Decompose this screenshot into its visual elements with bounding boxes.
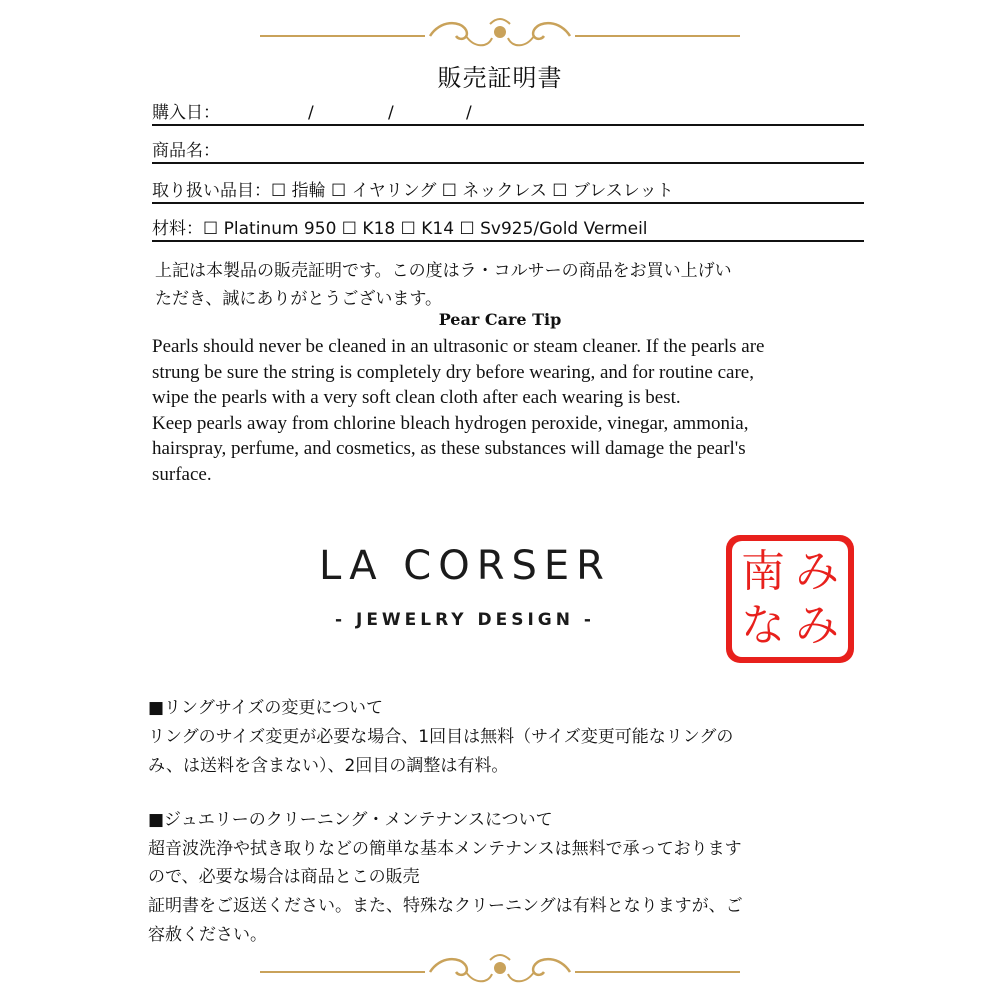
care-tip-title: Pear Care Tip	[438, 310, 562, 329]
seal-character: 南	[741, 546, 785, 597]
cleaning-line: 容赦ください。	[148, 925, 267, 945]
top-ornament-icon	[260, 12, 740, 52]
cleaning-line: 証明書をご返送ください。また、特殊なクリーニングは有料となりますが、ご	[148, 896, 743, 916]
purchase-date-field[interactable]	[152, 98, 864, 126]
seal-character: み	[795, 600, 839, 651]
care-tip-line: Pearls should never be cleaned in an ultrasonic or steam cleaner. If the pearls are	[152, 336, 765, 357]
brand-logo-tagline: - JEWELRY DESIGN -	[335, 610, 595, 630]
certificate-title: 販売証明書	[437, 64, 563, 92]
date-separator: /	[466, 103, 472, 123]
cleaning-heading: ■ジュエリーのクリーニング・メンテナンスについて	[148, 810, 553, 830]
care-tip-line: wipe the pearls with a very soft clean cloth after each wearing is best.	[152, 387, 681, 408]
ring-size-line: み、は送料を含まない）、2回目の調整は有料。	[148, 756, 509, 776]
statement-line: ただき、誠にありがとうございます。	[155, 289, 442, 309]
seal-character: み	[795, 546, 839, 597]
ring-size-line: リングのサイズ変更が必要な場合、1回目は無料（サイズ変更可能なリングの	[148, 727, 734, 747]
seal-stamp	[726, 535, 854, 663]
product-name-field[interactable]	[152, 136, 864, 164]
item-category-field[interactable]	[152, 176, 864, 204]
ring-size-heading: ■リングサイズの変更について	[148, 698, 384, 718]
brand-logo-name: LA CORSER	[319, 543, 611, 589]
care-tip-line: hairspray, perfume, and cosmetics, as these substances will damage the pearl's	[152, 438, 746, 459]
care-tip-line: Keep pearls away from chlorine bleach hydrogen peroxide, vinegar, ammonia,	[152, 412, 749, 434]
cleaning-line: ので、必要な場合は商品とこの販売	[148, 867, 420, 887]
item-category-options: 取り扱い品目：☐ 指輪 ☐ イヤリング ☐ ネックレス ☐ ブレスレット	[152, 181, 674, 201]
purchase-date-label: 購入日：	[152, 103, 220, 123]
bottom-ornament-icon	[260, 948, 740, 988]
date-separator: /	[308, 103, 314, 123]
product-name-label: 商品名：	[152, 141, 220, 161]
cleaning-line: 超音波洗浄や拭き取りなどの簡単な基本メンテナンスは無料で承っております	[148, 839, 742, 859]
date-separator: /	[388, 103, 394, 123]
seal-character: な	[741, 600, 785, 651]
statement-line: 上記は本製品の販売証明です。この度はラ・コルサーの商品をお買い上げい	[155, 261, 732, 281]
care-tip-line: surface.	[152, 463, 212, 485]
material-field[interactable]	[152, 214, 864, 242]
care-tip-line: strung be sure the string is completely dry before wearing, and for routine care,	[152, 361, 754, 383]
material-options: 材料：☐ Platinum 950 ☐ K18 ☐ K14 ☐ Sv925/Gold Vermeil	[152, 219, 648, 239]
